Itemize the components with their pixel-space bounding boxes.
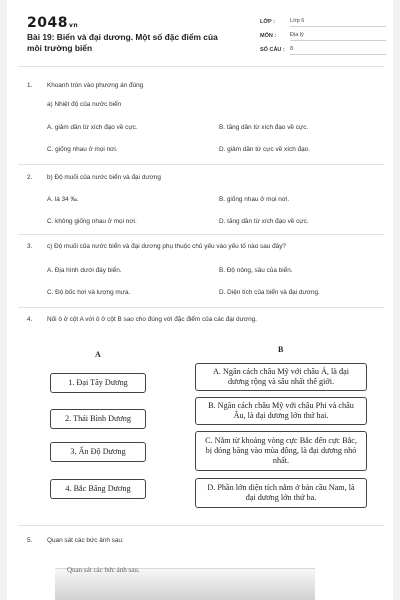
q1-option-a[interactable]: A. giảm dần từ xích đạo về cực. <box>47 124 138 131</box>
column-b-title: B <box>278 345 284 354</box>
question-divider <box>18 307 384 308</box>
subject-value: Địa lý <box>290 32 386 41</box>
question-5-number: 5. <box>27 537 33 544</box>
question-1-number: 1. <box>27 82 33 89</box>
column-b-item-d[interactable]: D. Phần lớn diện tích nằm ở bán cầu Nam, là đại dương lớn thứ ba. <box>195 478 367 508</box>
count-label: SỐ CÂU : <box>260 47 285 53</box>
header-divider <box>18 66 384 67</box>
column-b-item-a[interactable]: A. Ngăn cách châu Mỹ với châu Á, là đại dương rộng và sâu nhất thế giới. <box>195 363 367 391</box>
column-a-item-4[interactable]: 4. Bắc Băng Dương <box>50 479 146 499</box>
question-4-stem: Nối ô ở cột A với ô ở cột B sao cho đúng với đặc điểm của các đại dương. <box>47 316 257 323</box>
q2-option-c[interactable]: C. không giống nhau ở mọi nơi. <box>47 218 137 225</box>
question-3-stem: c) Độ muối của nước biển và đại dương phụ thuộc chủ yếu vào yếu tố nào sau đây? <box>47 243 286 250</box>
column-a-item-1[interactable]: 1. Đại Tây Dương <box>50 373 146 393</box>
grade-label: LỚP : <box>260 19 275 25</box>
grade-value: Lớp 6 <box>290 18 386 27</box>
site-logo[interactable]: 2048vn <box>27 15 79 31</box>
question-4-number: 4. <box>27 316 33 323</box>
subject-label: MÔN : <box>260 33 277 39</box>
question-2-number: 2. <box>27 174 33 181</box>
column-a-item-2[interactable]: 2. Thái Bình Dương <box>50 409 146 429</box>
column-a-title: A <box>95 350 101 359</box>
question-2-stem: b) Độ muối của nước biển và đại dương <box>47 174 161 181</box>
column-b-item-b[interactable]: B. Ngăn cách châu Mỹ với châu Phi và châu Âu, là đại dương lớn thứ hai. <box>195 397 367 425</box>
q3-option-c[interactable]: C. Độ bốc hơi và lượng mưa. <box>47 289 131 296</box>
q1-option-d[interactable]: D. giảm dần từ cực về xích đạo. <box>219 146 310 153</box>
count-value: 8 <box>290 46 386 55</box>
q2-option-a[interactable]: A. là 34 ‰. <box>47 196 79 203</box>
question-divider <box>18 525 384 526</box>
q1-option-b[interactable]: B. tăng dần từ xích đạo về cực. <box>219 124 309 131</box>
question-1-stem: Khoanh tròn vào phương án đúng <box>47 82 144 89</box>
q2-option-b[interactable]: B. giống nhau ở mọi nơi. <box>219 196 290 203</box>
lesson-title: Bài 19: Biển và đại dương. Một số đặc điểm của môi trường biển <box>27 32 218 53</box>
q3-option-b[interactable]: B. Độ nông, sâu của biển. <box>219 267 293 274</box>
question-3-number: 3. <box>27 243 33 250</box>
q3-option-a[interactable]: A. Địa hình dưới đáy biển. <box>47 267 122 274</box>
question-divider <box>18 164 384 165</box>
column-b-item-c[interactable]: C. Nằm từ khoảng vòng cực Bắc đến cực Bắc, bị đóng băng vào mùa đông, là đại dương nhỏ nhất. <box>195 431 367 471</box>
column-a-item-3[interactable]: 3. Ấn Độ Dương <box>50 442 146 462</box>
question-divider <box>18 234 384 235</box>
question-5-image-caption: Quan sát các bức ảnh sau. <box>67 566 140 574</box>
q1-option-c[interactable]: C. giống nhau ở mọi nơi. <box>47 146 118 153</box>
question-1-subtitle: a) Nhiệt độ của nước biển <box>47 101 122 108</box>
worksheet-page <box>7 0 393 600</box>
q2-option-d[interactable]: D. tăng dần từ xích đạo về cực. <box>219 218 309 225</box>
q3-option-d[interactable]: D. Diện tích của biển và đại dương. <box>219 289 320 296</box>
question-5-stem: Quan sát các bức ảnh sau: <box>47 537 124 544</box>
